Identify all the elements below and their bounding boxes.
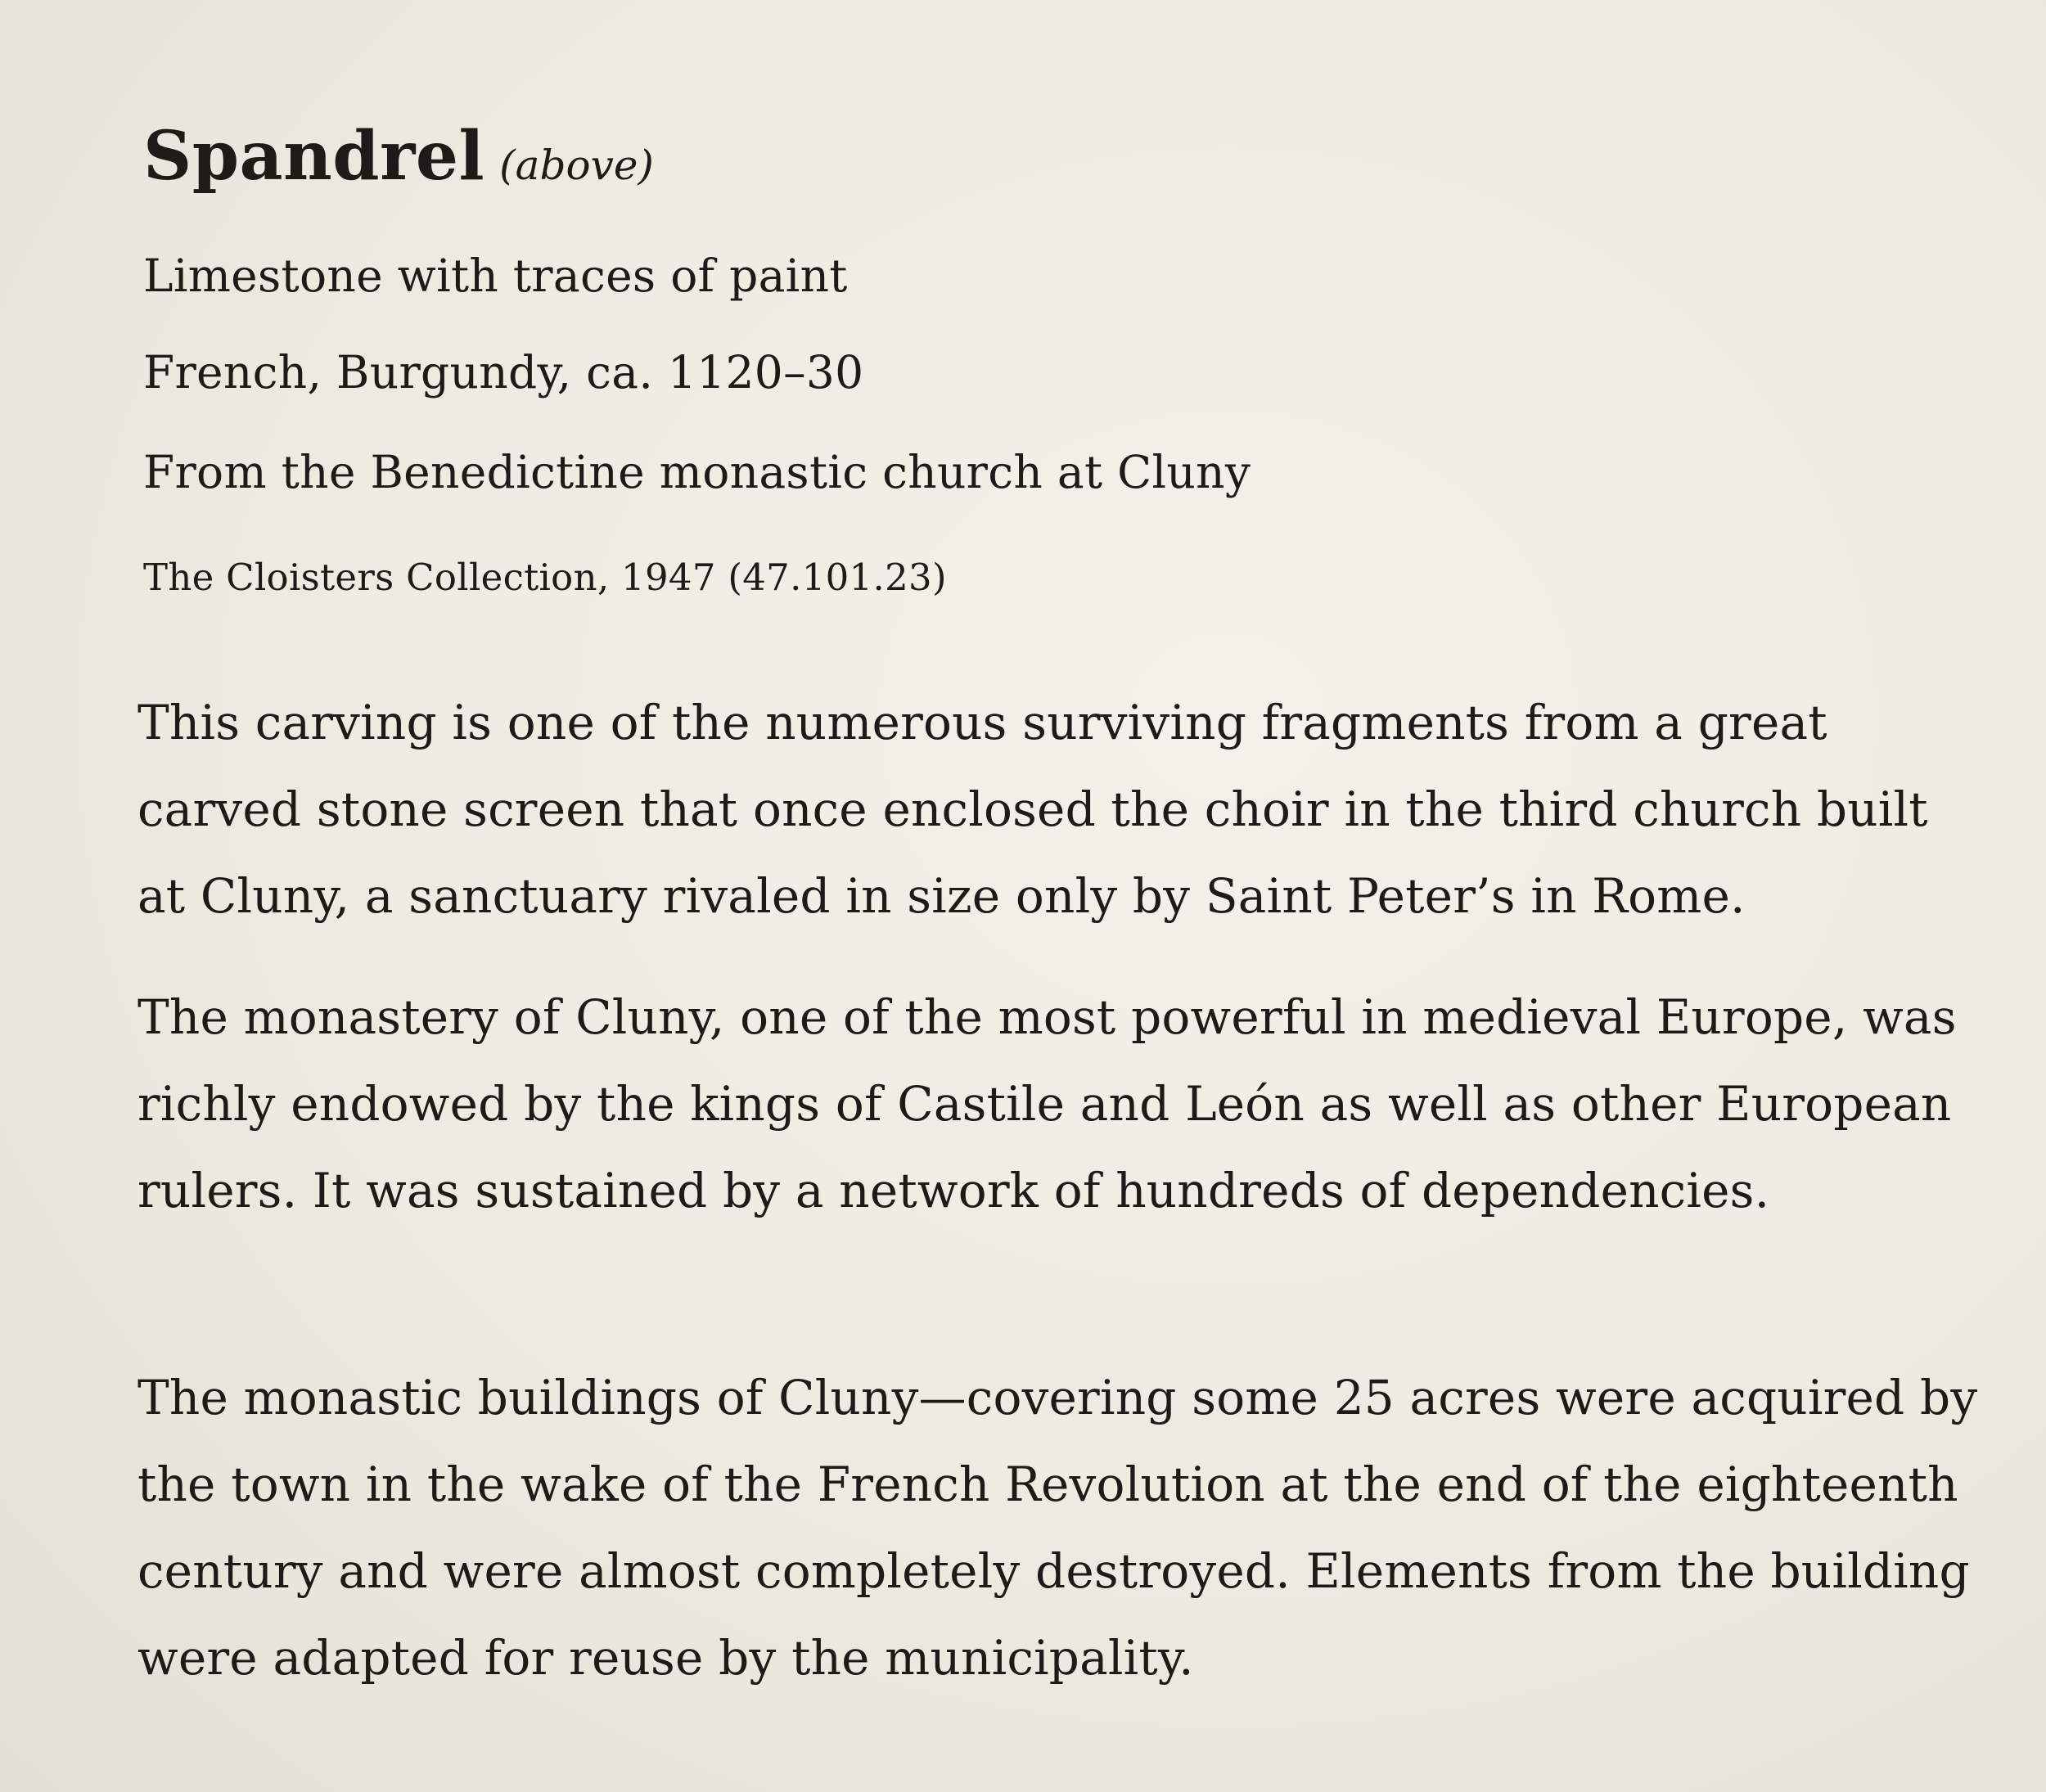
paragraph-1: This carving is one of the numerous surviving fragments from a great carved stone screen that once enclosed the choir in the third church built at Cluny, a sanctuary rivaled in size only by Saint Peter’s in Rome. [137, 695, 1928, 924]
origin-line: French, Burgundy, ca. 1120–30 [143, 346, 864, 398]
material-line: Limestone with traces of paint [143, 250, 848, 302]
paragraph-2: The monastery of Cluny, one of the most powerful in medieval Europe, was richly endowed by the kings of Castile and León as well as other European rulers. It was sustained by a network of hundreds of dependencies. [137, 989, 1957, 1218]
object-title: Spandrel [143, 117, 485, 196]
title-note: (above) [499, 142, 654, 189]
credit-line: The Cloisters Collection, 1947 (47.101.23) [143, 556, 947, 599]
title-line [143, 117, 654, 196]
paragraph-3: The monastic buildings of Cluny—covering some 25 acres were acquired by the town in the wake of the French Revolution at the end of the eighteenth century and were almost completely destroyed. Elements from the building were adapted for reuse by the municipality. [137, 1370, 1978, 1686]
provenance-line: From the Benedictine monastic church at Cluny [143, 446, 1251, 498]
